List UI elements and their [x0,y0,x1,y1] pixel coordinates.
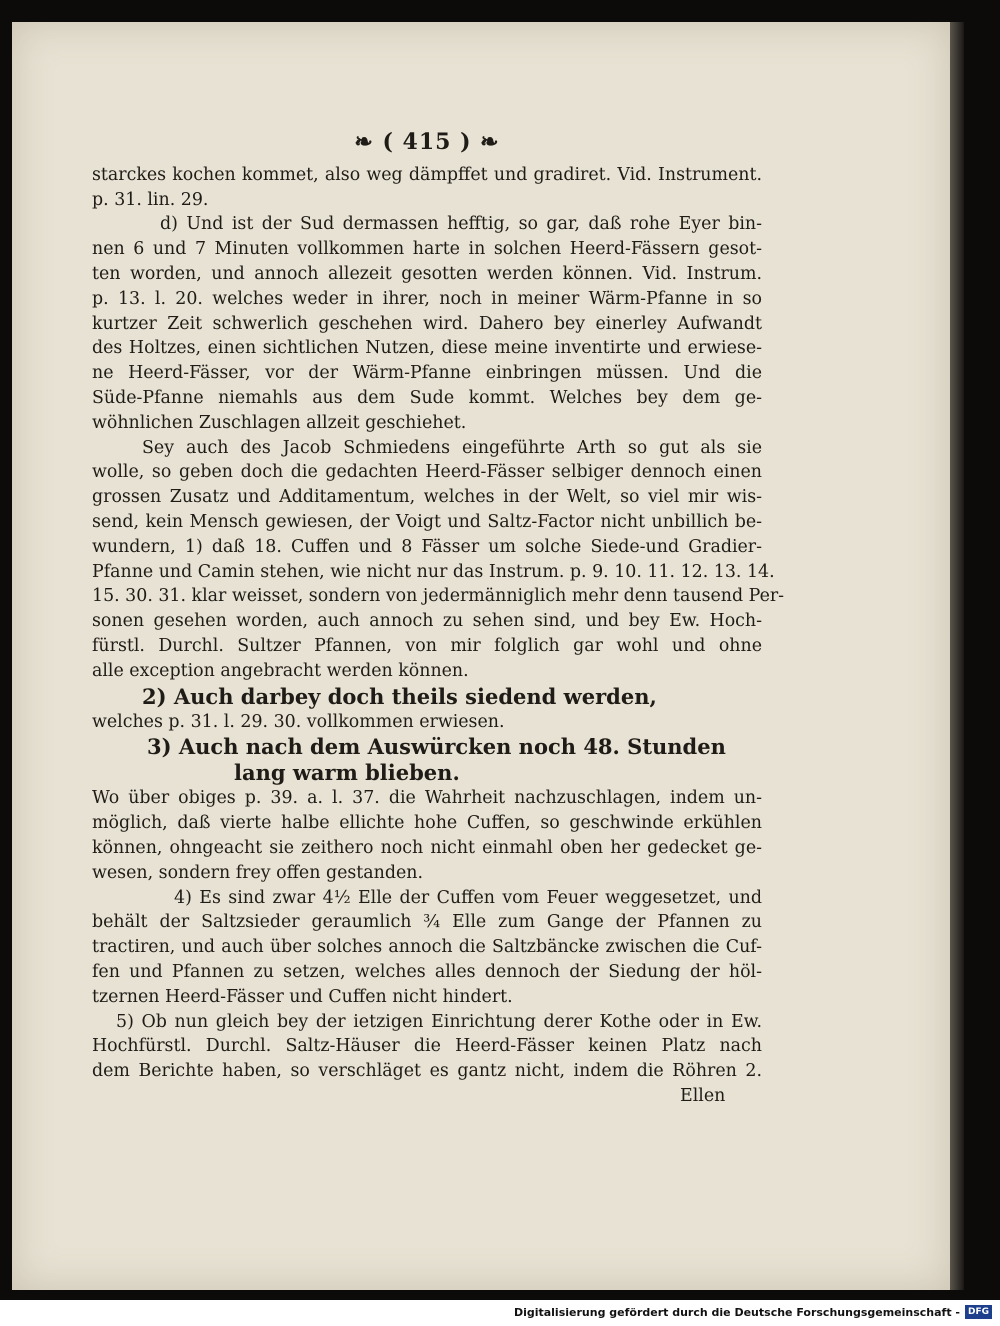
text-line: kurtzer Zeit schwerlich geschehen wird. Dahero bey einerley Aufwandt [92,313,762,334]
text-line: p. 13. l. 20. welches weder in ihrer, noch in meiner Wärm-Pfanne in so [92,288,762,309]
text-line: send, kein Mensch gewiesen, der Voigt und Saltz-Factor nicht unbillich be- [92,511,762,532]
section-heading: 3) Auch nach dem Auswürcken noch 48. Stunden [147,734,726,760]
footer-credit: Digitalisierung gefördert durch die Deutsche Forschungsgemeinschaft - [513,1306,960,1319]
text-line: tzernen Heerd-Fässer und Cuffen nicht hindert. [92,986,513,1007]
text-line: Hochfürstl. Durchl. Saltz-Häuser die Heerd-Fässer keinen Platz nach [92,1036,762,1057]
text-line: fürstl. Durchl. Sultzer Pfannen, von mir folglich gar wohl und ohne [92,635,762,656]
text-line: 15. 30. 31. klar weisset, sondern von jedermänniglich mehr denn tausend Per- [92,586,785,607]
section-heading: lang warm blieben. [234,760,460,786]
page-number-header: ❧ ( 415 ) ❧ [354,129,500,155]
text-line: wundern, 1) daß 18. Cuffen und 8 Fässer um solche Siede-und Gradier- [92,536,762,557]
text-line: d) Und ist der Sud dermassen hefftig, so gar, daß rohe Eyer bin- [160,214,762,235]
text-line: welches p. 31. l. 29. 30. vollkommen erwiesen. [92,711,505,732]
text-line: Ellen [680,1085,726,1106]
text-line: Pfanne und Camin stehen, wie nicht nur das Instrum. p. 9. 10. 11. 12. 13. 14. [92,561,775,582]
text-line: starckes kochen kommet, also weg dämpffet und gradiret. Vid. Instrument. [92,164,762,185]
text-line: tractiren, und auch über solches annoch die Saltzbäncke zwischen die Cuf- [92,937,762,958]
text-line: Süde-Pfanne niemahls aus dem Sude kommt. Welches bey dem ge- [92,387,762,408]
page-text [92,120,785,1109]
text-line: fen und Pfannen zu setzen, welches alles dennoch der Siedung der höl- [92,961,762,982]
text-line: nen 6 und 7 Minuten vollkommen harte in solchen Heerd-Fässern gesot- [92,239,762,260]
text-line: 4) Es sind zwar 4½ Elle der Cuffen vom Feuer weggesetzet, und [174,887,762,908]
text-line: behält der Saltzsieder geraumlich ¾ Elle zum Gange der Pfannen zu [92,912,762,933]
text-line: Sey auch des Jacob Schmiedens eingeführte Arth so gut als sie [142,437,762,458]
text-line: wolle, so geben doch die gedachten Heerd-Fässer selbiger dennoch einen [92,462,762,483]
text-line: 5) Ob nun gleich bey der ietzigen Einrichtung derer Kothe oder in Ew. [116,1011,762,1032]
text-line: möglich, daß vierte halbe ellichte hohe Cuffen, so geschwinde erkühlen [92,813,762,834]
text-line: wesen, sondern frey offen gestanden. [92,862,424,883]
text-line: können, ohngeacht sie zeithero noch nicht einmahl oben her gedecket ge- [92,837,762,858]
text-line: ne Heerd-Fässer, vor der Wärm-Pfanne einbringen müssen. Und die [92,363,762,384]
text-line: dem Berichte haben, so verschläget es gantz nicht, indem die Röhren 2. [92,1061,762,1082]
text-line: des Holtzes, einen sichtlichen Nutzen, diese meine inventirte und erwiese- [92,338,762,359]
footer-bar [0,1300,1000,1326]
text-line: wöhnlichen Zuschlagen allzeit geschiehet. [92,412,467,433]
text-line: ten worden, und annoch allezeit gesotten werden können. Vid. Instrum. [92,263,762,284]
text-line: p. 31. lin. 29. [92,189,209,210]
text-line: grossen Zusatz und Additamentum, welches in der Welt, so viel mir wis- [92,487,762,508]
text-lines [92,163,785,1109]
text-line: Wo über obiges p. 39. a. l. 37. die Wahrheit nachzuschlagen, indem un- [92,788,762,809]
section-heading: 2) Auch darbey doch theils siedend werden, [142,683,657,709]
dfg-logo-icon: DFG [965,1305,992,1319]
text-line: sonen gesehen worden, auch annoch zu sehen sind, und bey Ew. Hoch- [92,611,762,632]
page-edge [950,22,964,1290]
text-line: alle exception angebracht werden können. [92,660,469,681]
